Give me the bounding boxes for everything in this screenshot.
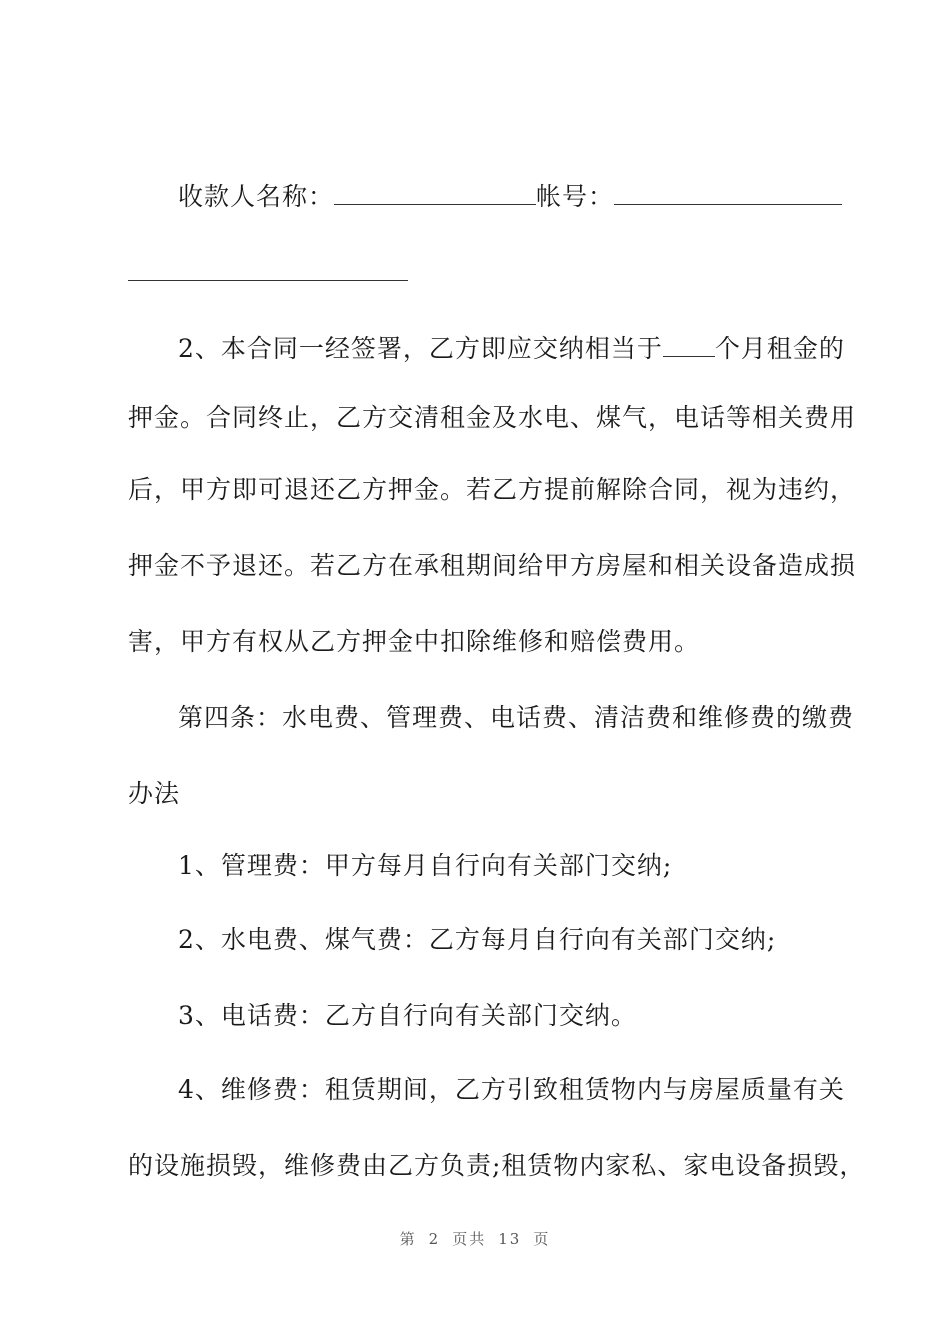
footer-prefix: 第	[399, 1230, 417, 1248]
paragraph-line: 后，甲方即可退还乙方押金。若乙方提前解除合同，视为违约，	[128, 475, 857, 504]
section-heading-continued: 办法	[128, 779, 181, 808]
account-label: 帐号：	[536, 182, 615, 211]
paragraph-line: 押金不予退还。若乙方在承租期间给甲方房屋和相关设备造成损	[128, 551, 857, 580]
account-blank	[614, 176, 842, 205]
account-blank-continued	[128, 252, 408, 281]
page-footer	[0, 1228, 950, 1249]
current-page-number: 2	[428, 1230, 441, 1248]
paragraph-line: 害，甲方有权从乙方押金中扣除维修和赔偿费用。	[128, 627, 701, 656]
list-item: 4、维修费：租赁期间，乙方引致租赁物内与房屋质量有关	[178, 1075, 845, 1104]
payee-name-label: 收款人名称：	[178, 182, 335, 211]
deposit-clause-suffix: 个月租金的	[714, 334, 845, 363]
section-heading: 第四条：水电费、管理费、电话费、清洁费和维修费的缴费	[178, 703, 855, 732]
list-item-continued: 的设施损毁，维修费由乙方负责;租赁物内家私、家电设备损毁，	[128, 1151, 866, 1180]
payee-line	[178, 176, 848, 216]
payee-name-blank	[334, 176, 536, 205]
footer-middle: 页共	[452, 1230, 487, 1248]
footer-suffix: 页	[533, 1230, 551, 1248]
list-item: 3、电话费：乙方自行向有关部门交纳。	[178, 1001, 637, 1030]
account-continuation-line	[128, 252, 848, 292]
list-item: 1、管理费：甲方每月自行向有关部门交纳;	[178, 851, 673, 880]
deposit-clause-text: 2、本合同一经签署，乙方即应交纳相当于	[178, 334, 663, 363]
months-blank	[663, 328, 715, 357]
paragraph-line	[178, 328, 848, 368]
total-pages-number: 13	[498, 1230, 522, 1248]
list-item: 2、水电费、煤气费：乙方每月自行向有关部门交纳;	[178, 925, 777, 954]
paragraph-line: 押金。合同终止，乙方交清租金及水电、煤气，电话等相关费用	[128, 403, 857, 432]
